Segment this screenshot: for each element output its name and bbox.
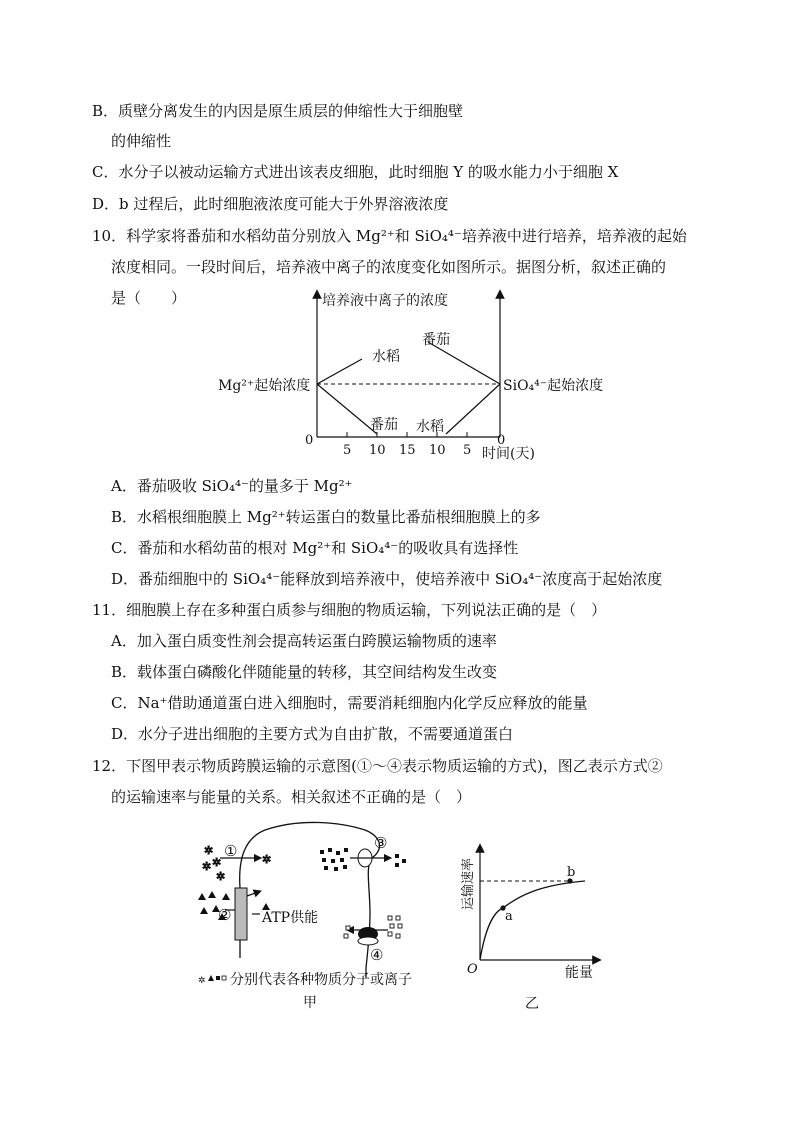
tick-label: 10 — [369, 443, 386, 458]
triangle-molecules — [198, 891, 270, 920]
rice-up-label: 水稻 — [372, 349, 400, 365]
mark-2: ② — [218, 906, 232, 924]
q10-option-a: A．番茄吸收 SiO₄⁴⁻的量多于 Mg²⁺ — [111, 477, 353, 495]
rice-down-label: 水稻 — [416, 419, 444, 435]
caption-jia: 甲 — [303, 995, 317, 1011]
svg-text:✲: ✲ — [198, 976, 206, 986]
svg-text:✲: ✲ — [204, 844, 214, 857]
q10-ion-concentration-figure — [210, 282, 630, 467]
tomato-down-label: 番茄 — [370, 417, 398, 433]
tick-label: 5 — [343, 443, 352, 458]
svg-text:✲: ✲ — [212, 856, 222, 869]
cell-membrane — [240, 822, 380, 978]
q10-stem-line3: 是（ ） — [111, 289, 187, 307]
origin-label: O — [467, 962, 478, 977]
q9-option-d: D．b 过程后，此时细胞液浓度可能大于外界溶液浓度 — [92, 195, 449, 213]
q10-option-b: B．水稻根细胞膜上 Mg²⁺转运蛋白的数量比番茄根细胞膜上的多 — [111, 508, 541, 526]
q10-option-d: D．番茄细胞中的 SiO₄⁴⁻能释放到培养液中，使培养液中 SiO₄⁴⁻浓度高于起始浓度 — [111, 570, 663, 588]
tomato-up-label: 番茄 — [422, 332, 450, 348]
q9-option-c: C．水分子以被动运输方式进出该表皮细胞，此时细胞 Y 的吸水能力小于细胞 X — [92, 163, 619, 181]
q12-figure-jia-membrane-transport — [190, 818, 440, 1013]
q12-stem-line2: 的运输速率与能量的关系。相关叙述不正确的是（ ） — [111, 788, 472, 806]
y-axis-label: 运输速率 — [461, 857, 476, 910]
q10-stem-line1: 10．科学家将番茄和水稻幼苗分别放入 Mg²⁺和 SiO₄⁴⁻培养液中进行培养，培养液的起始 — [92, 227, 687, 245]
q11-option-c: C．Na⁺借助通道蛋白进入细胞时，需要消耗细胞内化学反应释放的能量 — [111, 694, 588, 712]
svg-text:✲: ✲ — [202, 860, 212, 873]
mark-3: ③ — [374, 834, 388, 852]
point-a-label: a — [505, 909, 513, 924]
legend-text: 分别代表各种物质分子或离子 — [230, 972, 412, 988]
tick-label: 15 — [399, 443, 416, 458]
mark-1: ① — [224, 842, 238, 860]
q11-option-d: D．水分子进出细胞的主要方式为自由扩散，不需要通道蛋白 — [111, 725, 514, 743]
si-initial-label: SiO₄⁴⁻起始浓度 — [503, 378, 604, 394]
point-b-label: b — [567, 865, 576, 880]
rice-si-line — [446, 384, 500, 434]
rice-mg-line — [317, 359, 362, 384]
caption-yi: 乙 — [525, 996, 539, 1012]
y-axis-label: 培养液中离子的浓度 — [322, 293, 448, 309]
mg-initial-label: Mg²⁺起始浓度 — [218, 378, 311, 394]
svg-text:✲: ✲ — [262, 853, 272, 866]
x-axis-unit: 时间(天) — [482, 446, 535, 462]
q11-stem: 11．细胞膜上存在多种蛋白质参与细胞的物质运输，下列说法正确的是（ ） — [92, 601, 607, 619]
q11-option-b: B．载体蛋白磷酸化伴随能量的转移，其空间结构发生改变 — [111, 663, 498, 681]
rate-curve — [480, 881, 585, 960]
atp-energy-label: ATP供能 — [262, 910, 319, 926]
q11-option-a: A．加入蛋白质变性剂会提高转运蛋白跨膜运输物质的速率 — [111, 632, 497, 650]
q9-option-b-line2: 的伸缩性 — [111, 132, 172, 150]
q9-option-b-line1: B．质壁分离发生的内因是原生质层的伸缩性大于细胞壁 — [92, 102, 464, 120]
q10-stem-line2: 浓度相同。一段时间后，培养液中离子的浓度变化如图所示。据图分析，叙述正确的 — [111, 258, 667, 276]
q10-option-c: C．番茄和水稻幼苗的根对 Mg²⁺和 SiO₄⁴⁻的吸收具有选择性 — [111, 539, 519, 557]
x-axis-label: 能量 — [565, 965, 593, 981]
origin-right: 0 — [497, 433, 506, 448]
tomato-mg-line — [317, 384, 377, 434]
origin-left: 0 — [305, 433, 314, 448]
carrier-protein-2 — [235, 888, 247, 940]
legend-symbols — [198, 975, 226, 986]
tick-label: 10 — [429, 443, 446, 458]
svg-text:✲: ✲ — [216, 870, 226, 883]
mark-4: ④ — [370, 946, 384, 964]
tomato-si-line — [428, 342, 500, 384]
q12-stem-line1: 12．下图甲表示物质跨膜运输的示意图(①～④表示物质运输的方式)，图乙表示方式② — [92, 757, 663, 775]
q12-figure-yi-rate-energy — [455, 840, 615, 1015]
tick-label: 5 — [463, 443, 472, 458]
